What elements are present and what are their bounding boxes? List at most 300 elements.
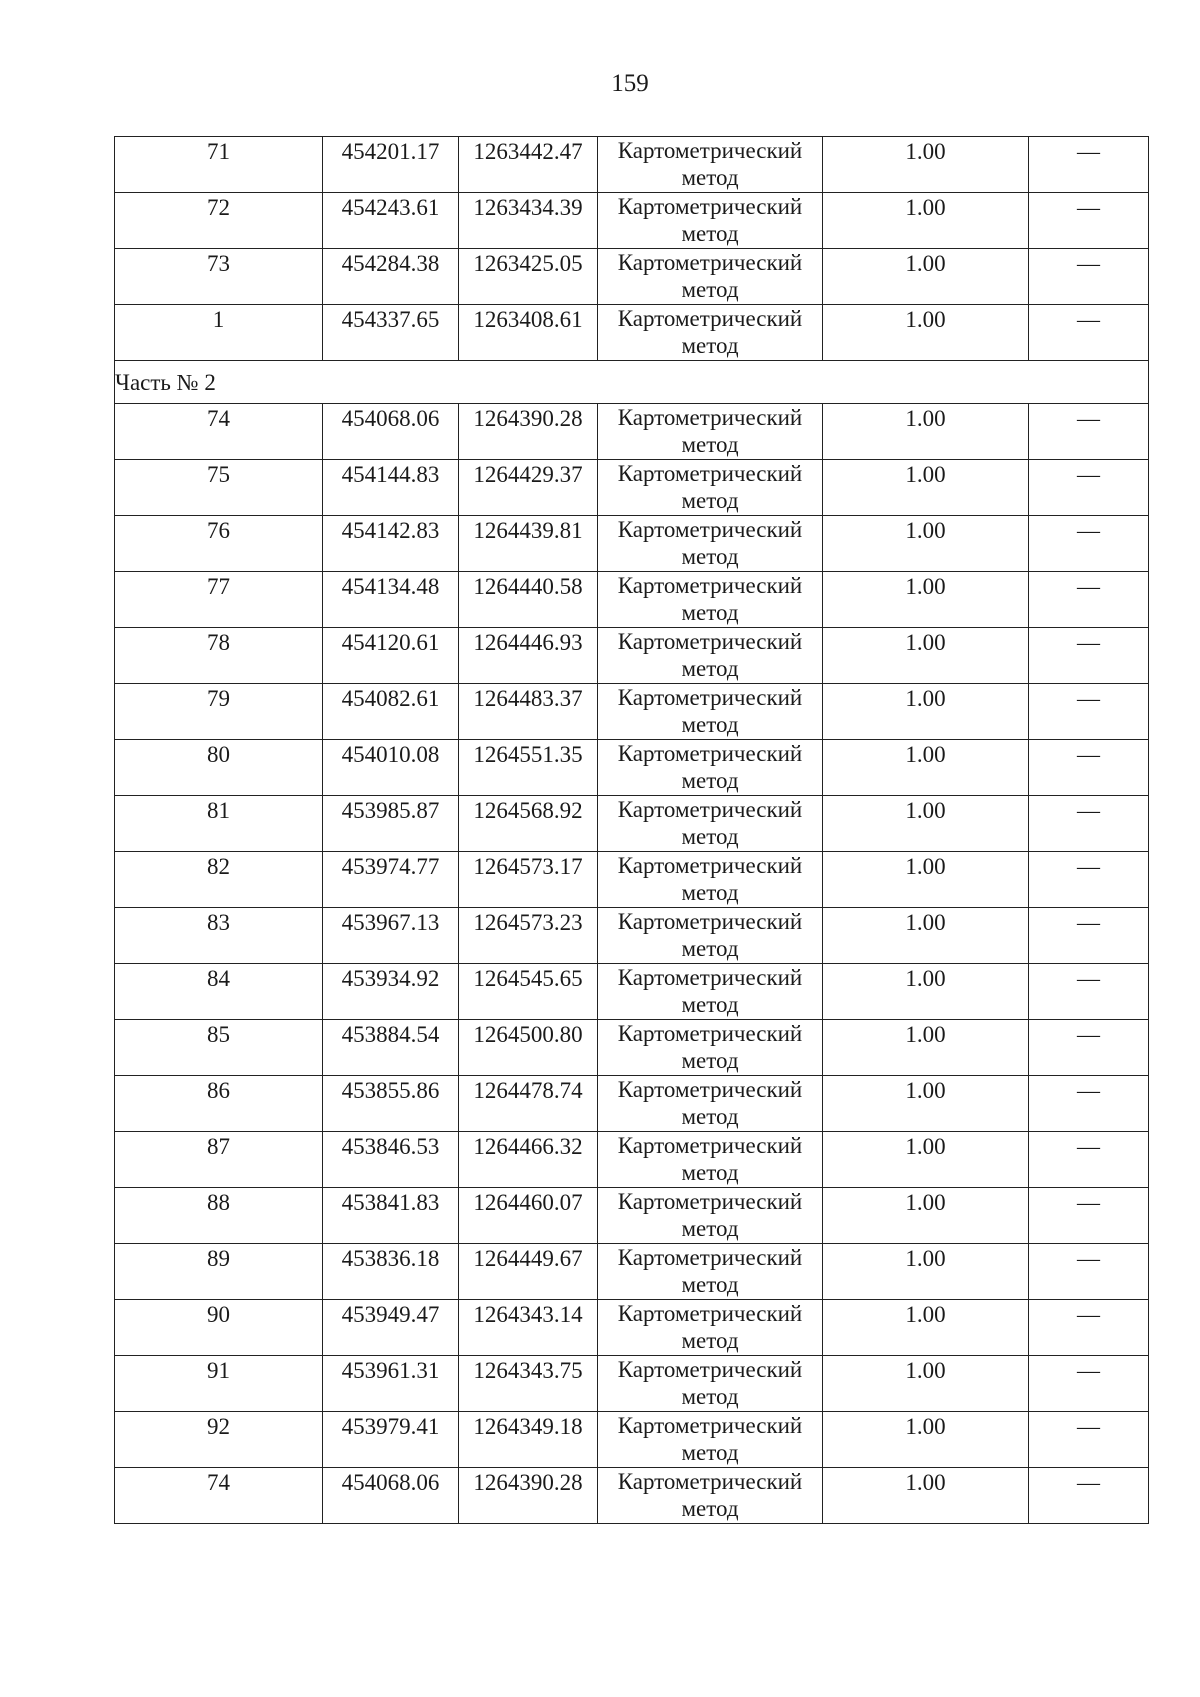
accuracy-cell — [823, 1412, 1029, 1468]
method-line-1: Картометрический — [617, 1245, 803, 1270]
point-number-value: 72 — [207, 195, 230, 220]
point-number-value: 91 — [207, 1358, 230, 1383]
accuracy-value: 1.00 — [905, 462, 946, 487]
x-coordinate-cell — [323, 516, 459, 572]
method-line-2: метод — [681, 432, 739, 457]
table-row — [115, 404, 1149, 460]
method-line-2: метод — [681, 544, 739, 569]
table-row — [115, 460, 1149, 516]
accuracy-cell — [823, 1020, 1029, 1076]
accuracy-cell — [823, 193, 1029, 249]
note-cell — [1029, 964, 1149, 1020]
method-cell — [598, 1076, 823, 1132]
x-coordinate-value: 453836.18 — [341, 1246, 440, 1271]
method-line-2: метод — [681, 277, 739, 302]
point-number-value: 88 — [207, 1190, 230, 1215]
y-coordinate-cell — [459, 249, 598, 305]
note-cell — [1029, 740, 1149, 796]
method-line-2: метод — [681, 1440, 739, 1465]
x-coordinate-value: 454201.17 — [341, 139, 440, 164]
method-line-1: Картометрический — [617, 138, 803, 163]
x-coordinate-value: 453961.31 — [341, 1358, 440, 1383]
y-coordinate-cell — [459, 193, 598, 249]
y-coordinate-value: 1264446.93 — [473, 630, 583, 655]
note-cell — [1029, 193, 1149, 249]
x-coordinate-cell — [323, 796, 459, 852]
method-line-2: метод — [681, 333, 739, 358]
note-cell — [1029, 1132, 1149, 1188]
method-line-2: метод — [681, 824, 739, 849]
method-cell — [598, 1412, 823, 1468]
point-number-value: 79 — [207, 686, 230, 711]
x-coordinate-value: 454284.38 — [341, 251, 440, 276]
point-number-cell — [115, 684, 323, 740]
method-line-2: метод — [681, 1384, 739, 1409]
table-row — [115, 249, 1149, 305]
accuracy-cell — [823, 964, 1029, 1020]
method-line-2: метод — [681, 1216, 739, 1241]
part-2-section — [115, 361, 1149, 404]
y-coordinate-cell — [459, 964, 598, 1020]
method-cell — [598, 740, 823, 796]
method-line-1: Картометрический — [617, 1357, 803, 1382]
method-cell — [598, 249, 823, 305]
note-cell — [1029, 1300, 1149, 1356]
x-coordinate-value: 454010.08 — [341, 742, 440, 767]
method-cell — [598, 1020, 823, 1076]
point-number-cell — [115, 628, 323, 684]
point-number-cell — [115, 404, 323, 460]
method-cell — [598, 1300, 823, 1356]
point-number-cell — [115, 572, 323, 628]
method-line-1: Картометрический — [617, 1133, 803, 1158]
y-coordinate-value: 1264429.37 — [473, 462, 583, 487]
point-number-cell — [115, 1020, 323, 1076]
x-coordinate-cell — [323, 740, 459, 796]
x-coordinate-value: 454134.48 — [341, 574, 440, 599]
x-coordinate-value: 453841.83 — [341, 1190, 440, 1215]
y-coordinate-cell — [459, 460, 598, 516]
y-coordinate-value: 1264390.28 — [473, 1470, 583, 1495]
note-cell — [1029, 1020, 1149, 1076]
x-coordinate-cell — [323, 1244, 459, 1300]
point-number-cell — [115, 137, 323, 193]
note-cell — [1029, 1244, 1149, 1300]
point-number-cell — [115, 1132, 323, 1188]
accuracy-cell — [823, 1356, 1029, 1412]
table-row — [115, 572, 1149, 628]
point-number-value: 74 — [207, 406, 230, 431]
method-cell — [598, 305, 823, 361]
point-number-value: 73 — [207, 251, 230, 276]
note-value: — — [1077, 742, 1100, 767]
method-line-2: метод — [681, 1104, 739, 1129]
method-line-1: Картометрический — [617, 250, 803, 275]
x-coordinate-value: 453949.47 — [341, 1302, 440, 1327]
y-coordinate-cell — [459, 1300, 598, 1356]
y-coordinate-value: 1264568.92 — [473, 798, 583, 823]
y-coordinate-cell — [459, 908, 598, 964]
method-line-2: метод — [681, 221, 739, 246]
point-number-value: 86 — [207, 1078, 230, 1103]
y-coordinate-cell — [459, 1412, 598, 1468]
method-cell — [598, 404, 823, 460]
note-value: — — [1077, 1246, 1100, 1271]
point-number-cell — [115, 796, 323, 852]
table-row — [115, 1020, 1149, 1076]
table-row — [115, 193, 1149, 249]
method-line-1: Картометрический — [617, 573, 803, 598]
accuracy-cell — [823, 404, 1029, 460]
y-coordinate-cell — [459, 852, 598, 908]
part-2-rows — [115, 404, 1149, 1524]
accuracy-cell — [823, 628, 1029, 684]
x-coordinate-value: 454068.06 — [341, 1470, 440, 1495]
table-row — [115, 137, 1149, 193]
point-number-value: 74 — [207, 1470, 230, 1495]
x-coordinate-value: 453974.77 — [341, 854, 440, 879]
point-number-cell — [115, 1244, 323, 1300]
x-coordinate-cell — [323, 1076, 459, 1132]
accuracy-cell — [823, 137, 1029, 193]
note-cell — [1029, 684, 1149, 740]
y-coordinate-value: 1264460.07 — [473, 1190, 583, 1215]
point-number-value: 83 — [207, 910, 230, 935]
accuracy-value: 1.00 — [905, 195, 946, 220]
method-line-1: Картометрический — [617, 1469, 803, 1494]
point-number-value: 1 — [212, 307, 225, 332]
note-value: — — [1077, 630, 1100, 655]
note-cell — [1029, 249, 1149, 305]
note-value: — — [1077, 307, 1100, 332]
x-coordinate-cell — [323, 1132, 459, 1188]
method-line-1: Картометрический — [617, 797, 803, 822]
accuracy-value: 1.00 — [905, 1470, 946, 1495]
point-number-value: 78 — [207, 630, 230, 655]
x-coordinate-cell — [323, 908, 459, 964]
y-coordinate-value: 1263434.39 — [473, 195, 583, 220]
table-row — [115, 1244, 1149, 1300]
accuracy-value: 1.00 — [905, 1190, 946, 1215]
accuracy-cell — [823, 305, 1029, 361]
x-coordinate-cell — [323, 249, 459, 305]
y-coordinate-value: 1264390.28 — [473, 406, 583, 431]
accuracy-value: 1.00 — [905, 139, 946, 164]
note-value: — — [1077, 854, 1100, 879]
method-line-1: Картометрический — [617, 1077, 803, 1102]
x-coordinate-cell — [323, 305, 459, 361]
note-cell — [1029, 137, 1149, 193]
method-line-1: Картометрический — [617, 306, 803, 331]
method-line-1: Картометрический — [617, 629, 803, 654]
note-cell — [1029, 1188, 1149, 1244]
method-cell — [598, 684, 823, 740]
accuracy-cell — [823, 1076, 1029, 1132]
method-line-2: метод — [681, 488, 739, 513]
method-line-2: метод — [681, 1328, 739, 1353]
y-coordinate-value: 1264349.18 — [473, 1414, 583, 1439]
point-number-value: 92 — [207, 1414, 230, 1439]
y-coordinate-value: 1264343.75 — [473, 1358, 583, 1383]
accuracy-value: 1.00 — [905, 910, 946, 935]
method-line-2: метод — [681, 1048, 739, 1073]
method-line-2: метод — [681, 1272, 739, 1297]
note-value: — — [1077, 139, 1100, 164]
method-line-1: Картометрический — [617, 1301, 803, 1326]
y-coordinate-cell — [459, 1244, 598, 1300]
note-value: — — [1077, 1022, 1100, 1047]
note-value: — — [1077, 686, 1100, 711]
y-coordinate-value: 1264449.67 — [473, 1246, 583, 1271]
method-cell — [598, 137, 823, 193]
note-value: — — [1077, 195, 1100, 220]
table-row — [115, 852, 1149, 908]
table-row — [115, 305, 1149, 361]
x-coordinate-cell — [323, 572, 459, 628]
table-row — [115, 740, 1149, 796]
y-coordinate-value: 1263408.61 — [473, 307, 583, 332]
x-coordinate-cell — [323, 1188, 459, 1244]
point-number-cell — [115, 305, 323, 361]
table-row — [115, 1300, 1149, 1356]
accuracy-value: 1.00 — [905, 1022, 946, 1047]
method-cell — [598, 908, 823, 964]
y-coordinate-value: 1263425.05 — [473, 251, 583, 276]
point-number-cell — [115, 460, 323, 516]
x-coordinate-value: 454144.83 — [341, 462, 440, 487]
method-line-2: метод — [681, 712, 739, 737]
x-coordinate-value: 453855.86 — [341, 1078, 440, 1103]
x-coordinate-cell — [323, 1020, 459, 1076]
coordinates-table — [114, 136, 1149, 1524]
y-coordinate-value: 1264551.35 — [473, 742, 583, 767]
x-coordinate-value: 454120.61 — [341, 630, 440, 655]
note-cell — [1029, 852, 1149, 908]
x-coordinate-value: 454082.61 — [341, 686, 440, 711]
method-line-1: Картометрический — [617, 741, 803, 766]
note-value: — — [1077, 251, 1100, 276]
method-line-2: метод — [681, 992, 739, 1017]
accuracy-cell — [823, 1468, 1029, 1524]
accuracy-cell — [823, 684, 1029, 740]
x-coordinate-cell — [323, 1300, 459, 1356]
y-coordinate-cell — [459, 1020, 598, 1076]
table-row — [115, 964, 1149, 1020]
method-cell — [598, 852, 823, 908]
point-number-value: 80 — [207, 742, 230, 767]
method-cell — [598, 1244, 823, 1300]
accuracy-cell — [823, 1300, 1029, 1356]
table-row — [115, 1412, 1149, 1468]
method-cell — [598, 572, 823, 628]
note-cell — [1029, 1356, 1149, 1412]
point-number-cell — [115, 249, 323, 305]
accuracy-value: 1.00 — [905, 251, 946, 276]
x-coordinate-value: 454142.83 — [341, 518, 440, 543]
y-coordinate-cell — [459, 796, 598, 852]
method-line-1: Картометрический — [617, 1413, 803, 1438]
method-cell — [598, 1356, 823, 1412]
accuracy-cell — [823, 908, 1029, 964]
accuracy-value: 1.00 — [905, 742, 946, 767]
method-cell — [598, 460, 823, 516]
method-cell — [598, 193, 823, 249]
y-coordinate-value: 1263442.47 — [473, 139, 583, 164]
method-line-2: метод — [681, 600, 739, 625]
method-cell — [598, 516, 823, 572]
accuracy-cell — [823, 852, 1029, 908]
accuracy-value: 1.00 — [905, 1134, 946, 1159]
accuracy-value: 1.00 — [905, 686, 946, 711]
note-cell — [1029, 628, 1149, 684]
note-cell — [1029, 460, 1149, 516]
x-coordinate-value: 453884.54 — [341, 1022, 440, 1047]
accuracy-value: 1.00 — [905, 1414, 946, 1439]
x-coordinate-value: 453985.87 — [341, 798, 440, 823]
note-value: — — [1077, 910, 1100, 935]
table-row — [115, 516, 1149, 572]
point-number-value: 75 — [207, 462, 230, 487]
method-cell — [598, 628, 823, 684]
method-cell — [598, 964, 823, 1020]
x-coordinate-cell — [323, 628, 459, 684]
section-header-row — [115, 361, 1149, 404]
y-coordinate-value: 1264440.58 — [473, 574, 583, 599]
note-value: — — [1077, 574, 1100, 599]
point-number-cell — [115, 193, 323, 249]
accuracy-cell — [823, 572, 1029, 628]
table-row — [115, 1132, 1149, 1188]
method-cell — [598, 796, 823, 852]
y-coordinate-cell — [459, 572, 598, 628]
accuracy-value: 1.00 — [905, 798, 946, 823]
note-value: — — [1077, 1358, 1100, 1383]
y-coordinate-value: 1264478.74 — [473, 1078, 583, 1103]
y-coordinate-cell — [459, 1188, 598, 1244]
page-number: 159 — [611, 70, 649, 97]
method-line-2: метод — [681, 1496, 739, 1521]
x-coordinate-cell — [323, 852, 459, 908]
x-coordinate-cell — [323, 964, 459, 1020]
y-coordinate-value: 1264483.37 — [473, 686, 583, 711]
point-number-value: 89 — [207, 1246, 230, 1271]
accuracy-cell — [823, 1244, 1029, 1300]
y-coordinate-value: 1264573.17 — [473, 854, 583, 879]
note-value: — — [1077, 1414, 1100, 1439]
accuracy-value: 1.00 — [905, 1358, 946, 1383]
point-number-value: 81 — [207, 798, 230, 823]
note-cell — [1029, 404, 1149, 460]
y-coordinate-cell — [459, 1356, 598, 1412]
method-line-2: метод — [681, 936, 739, 961]
note-cell — [1029, 1076, 1149, 1132]
accuracy-value: 1.00 — [905, 518, 946, 543]
method-line-2: метод — [681, 768, 739, 793]
y-coordinate-value: 1264439.81 — [473, 518, 583, 543]
y-coordinate-value: 1264500.80 — [473, 1022, 583, 1047]
method-line-1: Картометрический — [617, 909, 803, 934]
method-line-1: Картометрический — [617, 685, 803, 710]
note-cell — [1029, 1468, 1149, 1524]
note-value: — — [1077, 1190, 1100, 1215]
point-number-cell — [115, 1300, 323, 1356]
y-coordinate-cell — [459, 684, 598, 740]
note-cell — [1029, 1412, 1149, 1468]
x-coordinate-value: 454068.06 — [341, 406, 440, 431]
x-coordinate-value: 454337.65 — [341, 307, 440, 332]
y-coordinate-value: 1264573.23 — [473, 910, 583, 935]
method-line-1: Картометрический — [617, 1189, 803, 1214]
point-number-value: 84 — [207, 966, 230, 991]
y-coordinate-cell — [459, 137, 598, 193]
section-label: Часть № 2 — [115, 361, 1149, 404]
accuracy-value: 1.00 — [905, 307, 946, 332]
part-1-rows — [115, 137, 1149, 361]
note-cell — [1029, 796, 1149, 852]
y-coordinate-cell — [459, 628, 598, 684]
method-line-1: Картометрический — [617, 517, 803, 542]
accuracy-value: 1.00 — [905, 406, 946, 431]
note-value: — — [1077, 406, 1100, 431]
note-value: — — [1077, 1302, 1100, 1327]
y-coordinate-value: 1264343.14 — [473, 1302, 583, 1327]
x-coordinate-cell — [323, 404, 459, 460]
note-value: — — [1077, 1134, 1100, 1159]
y-coordinate-cell — [459, 305, 598, 361]
accuracy-value: 1.00 — [905, 630, 946, 655]
method-line-1: Картометрический — [617, 194, 803, 219]
accuracy-value: 1.00 — [905, 854, 946, 879]
point-number-cell — [115, 1412, 323, 1468]
method-line-2: метод — [681, 880, 739, 905]
method-line-1: Картометрический — [617, 1021, 803, 1046]
method-line-1: Картометрический — [617, 965, 803, 990]
note-cell — [1029, 516, 1149, 572]
x-coordinate-cell — [323, 1412, 459, 1468]
accuracy-cell — [823, 460, 1029, 516]
note-cell — [1029, 305, 1149, 361]
point-number-value: 90 — [207, 1302, 230, 1327]
note-value: — — [1077, 798, 1100, 823]
x-coordinate-value: 453967.13 — [341, 910, 440, 935]
accuracy-value: 1.00 — [905, 1078, 946, 1103]
x-coordinate-value: 453979.41 — [341, 1414, 440, 1439]
x-coordinate-cell — [323, 1356, 459, 1412]
table-row — [115, 684, 1149, 740]
table-row — [115, 1076, 1149, 1132]
y-coordinate-value: 1264466.32 — [473, 1134, 583, 1159]
method-cell — [598, 1468, 823, 1524]
y-coordinate-cell — [459, 1076, 598, 1132]
x-coordinate-cell — [323, 460, 459, 516]
point-number-cell — [115, 516, 323, 572]
method-line-1: Картометрический — [617, 853, 803, 878]
point-number-value: 87 — [207, 1134, 230, 1159]
accuracy-value: 1.00 — [905, 1302, 946, 1327]
table-row — [115, 1188, 1149, 1244]
point-number-cell — [115, 1468, 323, 1524]
x-coordinate-cell — [323, 1468, 459, 1524]
note-value: — — [1077, 518, 1100, 543]
y-coordinate-value: 1264545.65 — [473, 966, 583, 991]
y-coordinate-cell — [459, 1132, 598, 1188]
accuracy-cell — [823, 516, 1029, 572]
method-cell — [598, 1132, 823, 1188]
table-row — [115, 1468, 1149, 1524]
point-number-cell — [115, 1076, 323, 1132]
method-line-2: метод — [681, 165, 739, 190]
accuracy-value: 1.00 — [905, 574, 946, 599]
